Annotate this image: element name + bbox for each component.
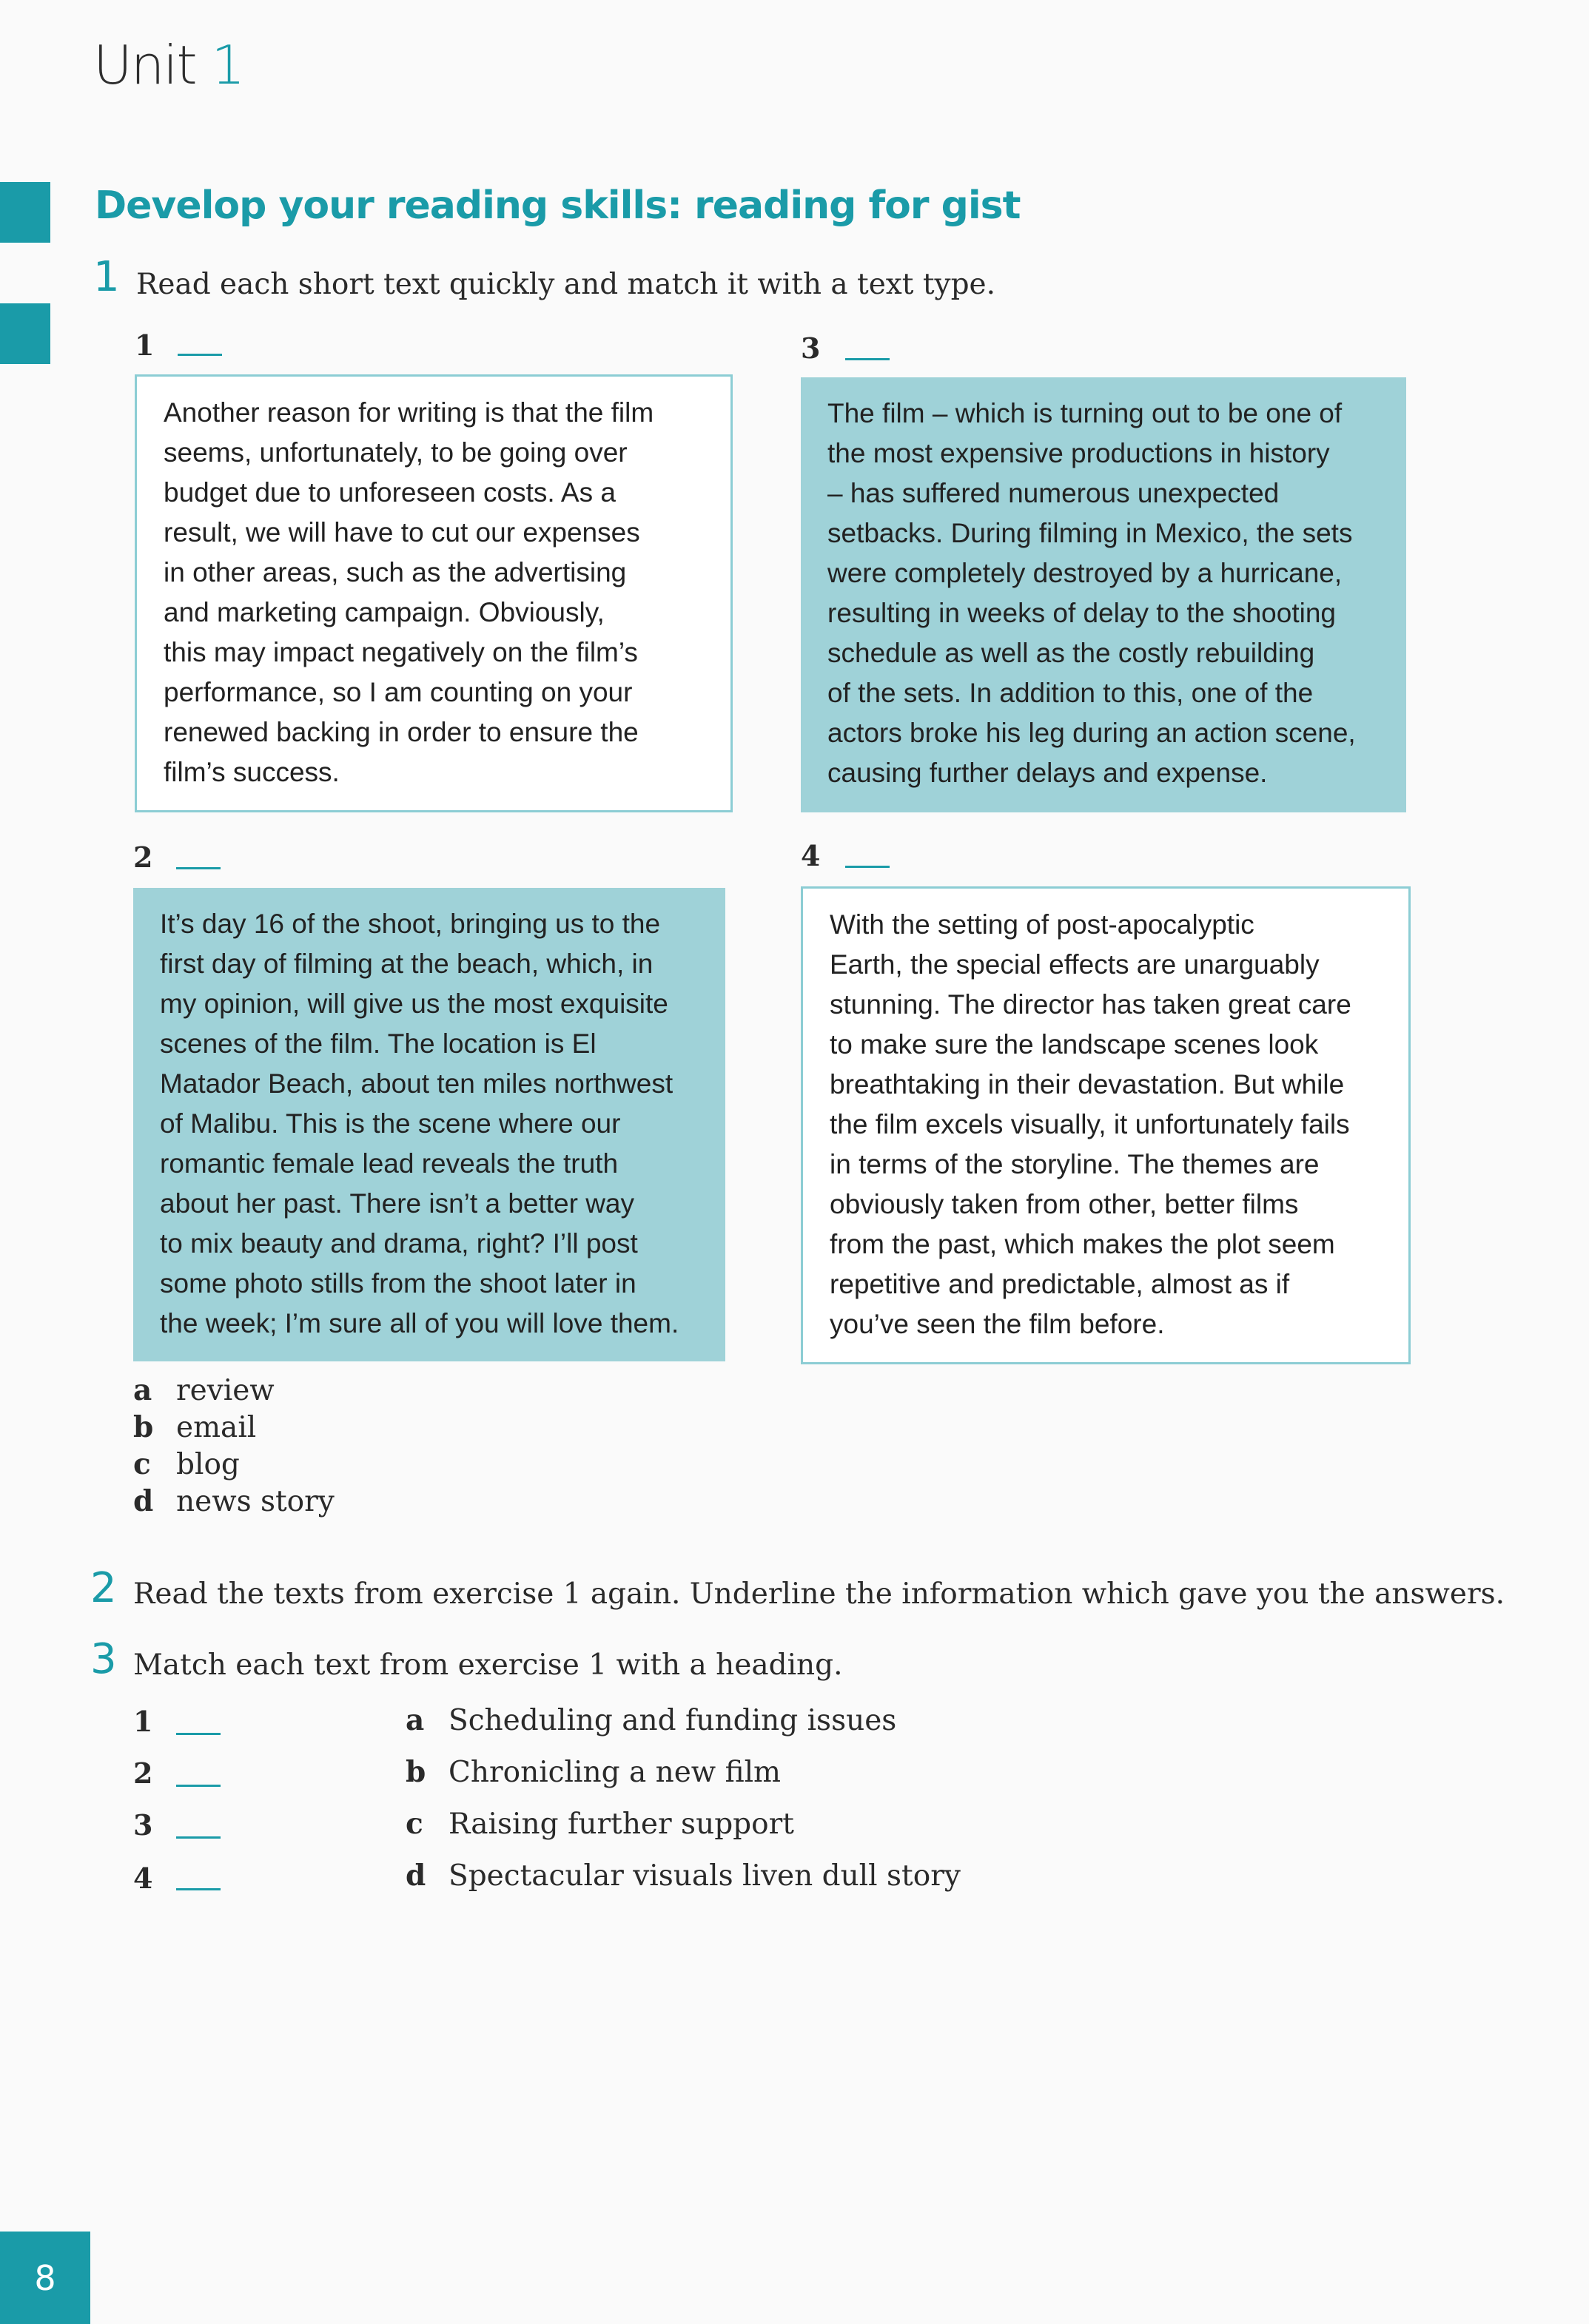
- text-1-number: 1: [135, 329, 155, 362]
- text-line: the most expensive productions in history: [827, 438, 1330, 468]
- text-line: budget due to unforeseen costs. As a: [164, 477, 616, 508]
- text-box-3: [801, 377, 1406, 812]
- text-line: film’s success.: [164, 757, 340, 787]
- heading-a: [406, 1703, 896, 1737]
- text-line: – has suffered numerous unexpected: [827, 478, 1280, 508]
- text-line: obviously taken from other, better films: [830, 1189, 1299, 1219]
- heading-letter: d: [406, 1859, 426, 1893]
- unit-title: [93, 34, 243, 96]
- side-tab-upper: [0, 182, 50, 243]
- option-b: [133, 1410, 256, 1444]
- heading-letter: a: [406, 1703, 425, 1737]
- text-line: the week; I’m sure all of you will love them.: [160, 1308, 679, 1338]
- exercise-2-instruction: Read the texts from exercise 1 again. Underline the information which gave you the answers.: [133, 1577, 1505, 1611]
- option-letter: a: [133, 1373, 152, 1407]
- ex3-item-2: 2: [133, 1757, 153, 1790]
- page-number: 8: [0, 2232, 90, 2324]
- option-d: [133, 1484, 335, 1518]
- exercise-3-number: 3: [90, 1635, 117, 1683]
- text-line: Matador Beach, about ten miles northwest: [160, 1068, 673, 1099]
- heading-c: [406, 1807, 794, 1841]
- text-line: to make sure the landscape scenes look: [830, 1029, 1319, 1060]
- ex3-item-4: 4: [133, 1862, 153, 1895]
- text-line: the film excels visually, it unfortunately fails: [830, 1109, 1350, 1139]
- heading-d: [406, 1859, 961, 1893]
- text-line: and marketing campaign. Obviously,: [164, 597, 605, 627]
- text-line: performance, so I am counting on your: [164, 677, 633, 707]
- text-line: were completely destroyed by a hurricane,: [827, 558, 1343, 588]
- text-line: breathtaking in their devastation. But while: [830, 1069, 1345, 1099]
- section-title: Develop your reading skills: reading for gist: [95, 183, 1021, 228]
- option-letter: c: [133, 1447, 151, 1481]
- text-line: first day of filming at the beach, which, in: [160, 949, 654, 979]
- unit-word: Unit: [93, 34, 196, 96]
- exercise-3-instruction: Match each text from exercise 1 with a heading.: [133, 1648, 843, 1682]
- option-letter: b: [133, 1410, 154, 1444]
- text-box-1: [135, 374, 733, 812]
- side-tab-lower: [0, 303, 50, 364]
- exercise-1-instruction: Read each short text quickly and match it with a text type.: [136, 268, 996, 301]
- exercise-2-number: 2: [90, 1564, 117, 1612]
- text-line: to mix beauty and drama, right? I’ll post: [160, 1228, 638, 1259]
- text-line: It’s day 16 of the shoot, bringing us to the: [160, 909, 661, 939]
- option-text: blog: [176, 1448, 240, 1481]
- text-line: Earth, the special effects are unarguably: [830, 949, 1320, 980]
- text-line: resulting in weeks of delay to the shooting: [827, 598, 1336, 628]
- text-line: from the past, which makes the plot seem: [830, 1229, 1335, 1259]
- text-line: causing further delays and expense.: [827, 758, 1268, 788]
- option-text: email: [176, 1411, 257, 1444]
- option-text: review: [176, 1374, 275, 1407]
- ex3-item-1: 1: [133, 1705, 153, 1738]
- option-a: [133, 1373, 275, 1407]
- heading-letter: b: [406, 1755, 426, 1789]
- text-line: you’ve seen the film before.: [830, 1309, 1165, 1339]
- text-line: some photo stills from the shoot later in: [160, 1268, 636, 1299]
- text-line: Another reason for writing is that the film: [164, 397, 654, 428]
- option-c: [133, 1447, 240, 1481]
- text-line: this may impact negatively on the film’s: [164, 637, 638, 667]
- text-line: scenes of the film. The location is El: [160, 1028, 597, 1059]
- text-line: seems, unfortunately, to be going over: [164, 437, 628, 468]
- text-line: With the setting of post-apocalyptic: [830, 909, 1254, 940]
- text-line: about her past. There isn’t a better way: [160, 1188, 635, 1219]
- text-box-4: [801, 886, 1411, 1364]
- ex3-item-2-blank[interactable]: [176, 1785, 221, 1787]
- option-letter: d: [133, 1484, 154, 1518]
- exercise-1-number: 1: [93, 253, 120, 301]
- text-line: stunning. The director has taken great care: [830, 989, 1351, 1020]
- text-line: result, we will have to cut our expenses: [164, 517, 640, 548]
- heading-b: [406, 1755, 781, 1789]
- option-text: news story: [176, 1485, 335, 1518]
- text-line: of the sets. In addition to this, one of the: [827, 678, 1314, 708]
- text-line: my opinion, will give us the most exquisite: [160, 988, 668, 1019]
- heading-text: Scheduling and funding issues: [449, 1704, 897, 1737]
- text-line: in other areas, such as the advertising: [164, 557, 627, 587]
- text-box-2: [133, 888, 725, 1361]
- ex3-item-3-blank[interactable]: [176, 1836, 221, 1839]
- text-line: repetitive and predictable, almost as if: [830, 1269, 1290, 1299]
- text-2-number: 2: [133, 841, 153, 874]
- text-line: of Malibu. This is the scene where our: [160, 1108, 621, 1139]
- text-line: renewed backing in order to ensure the: [164, 717, 639, 747]
- text-line: in terms of the storyline. The themes are: [830, 1149, 1320, 1179]
- text-line: schedule as well as the costly rebuilding: [827, 638, 1315, 668]
- ex3-item-1-blank[interactable]: [176, 1733, 221, 1735]
- text-2-answer-blank[interactable]: [176, 867, 221, 869]
- heading-text: Spectacular visuals liven dull story: [449, 1859, 961, 1893]
- heading-text: Chronicling a new film: [449, 1756, 782, 1789]
- unit-number: 1: [211, 34, 244, 96]
- text-line: The film – which is turning out to be one of: [827, 398, 1343, 428]
- ex3-item-3: 3: [133, 1808, 153, 1842]
- text-4-number: 4: [801, 839, 821, 872]
- text-3-number: 3: [801, 331, 821, 365]
- text-line: actors broke his leg during an action scene,: [827, 718, 1356, 748]
- text-4-answer-blank[interactable]: [845, 866, 890, 868]
- ex3-item-4-blank[interactable]: [176, 1888, 221, 1890]
- heading-text: Raising further support: [449, 1808, 794, 1841]
- text-3-answer-blank[interactable]: [845, 358, 890, 360]
- text-line: romantic female lead reveals the truth: [160, 1148, 619, 1179]
- text-line: setbacks. During filming in Mexico, the sets: [827, 518, 1353, 548]
- heading-letter: c: [406, 1807, 423, 1841]
- text-1-answer-blank[interactable]: [178, 354, 222, 356]
